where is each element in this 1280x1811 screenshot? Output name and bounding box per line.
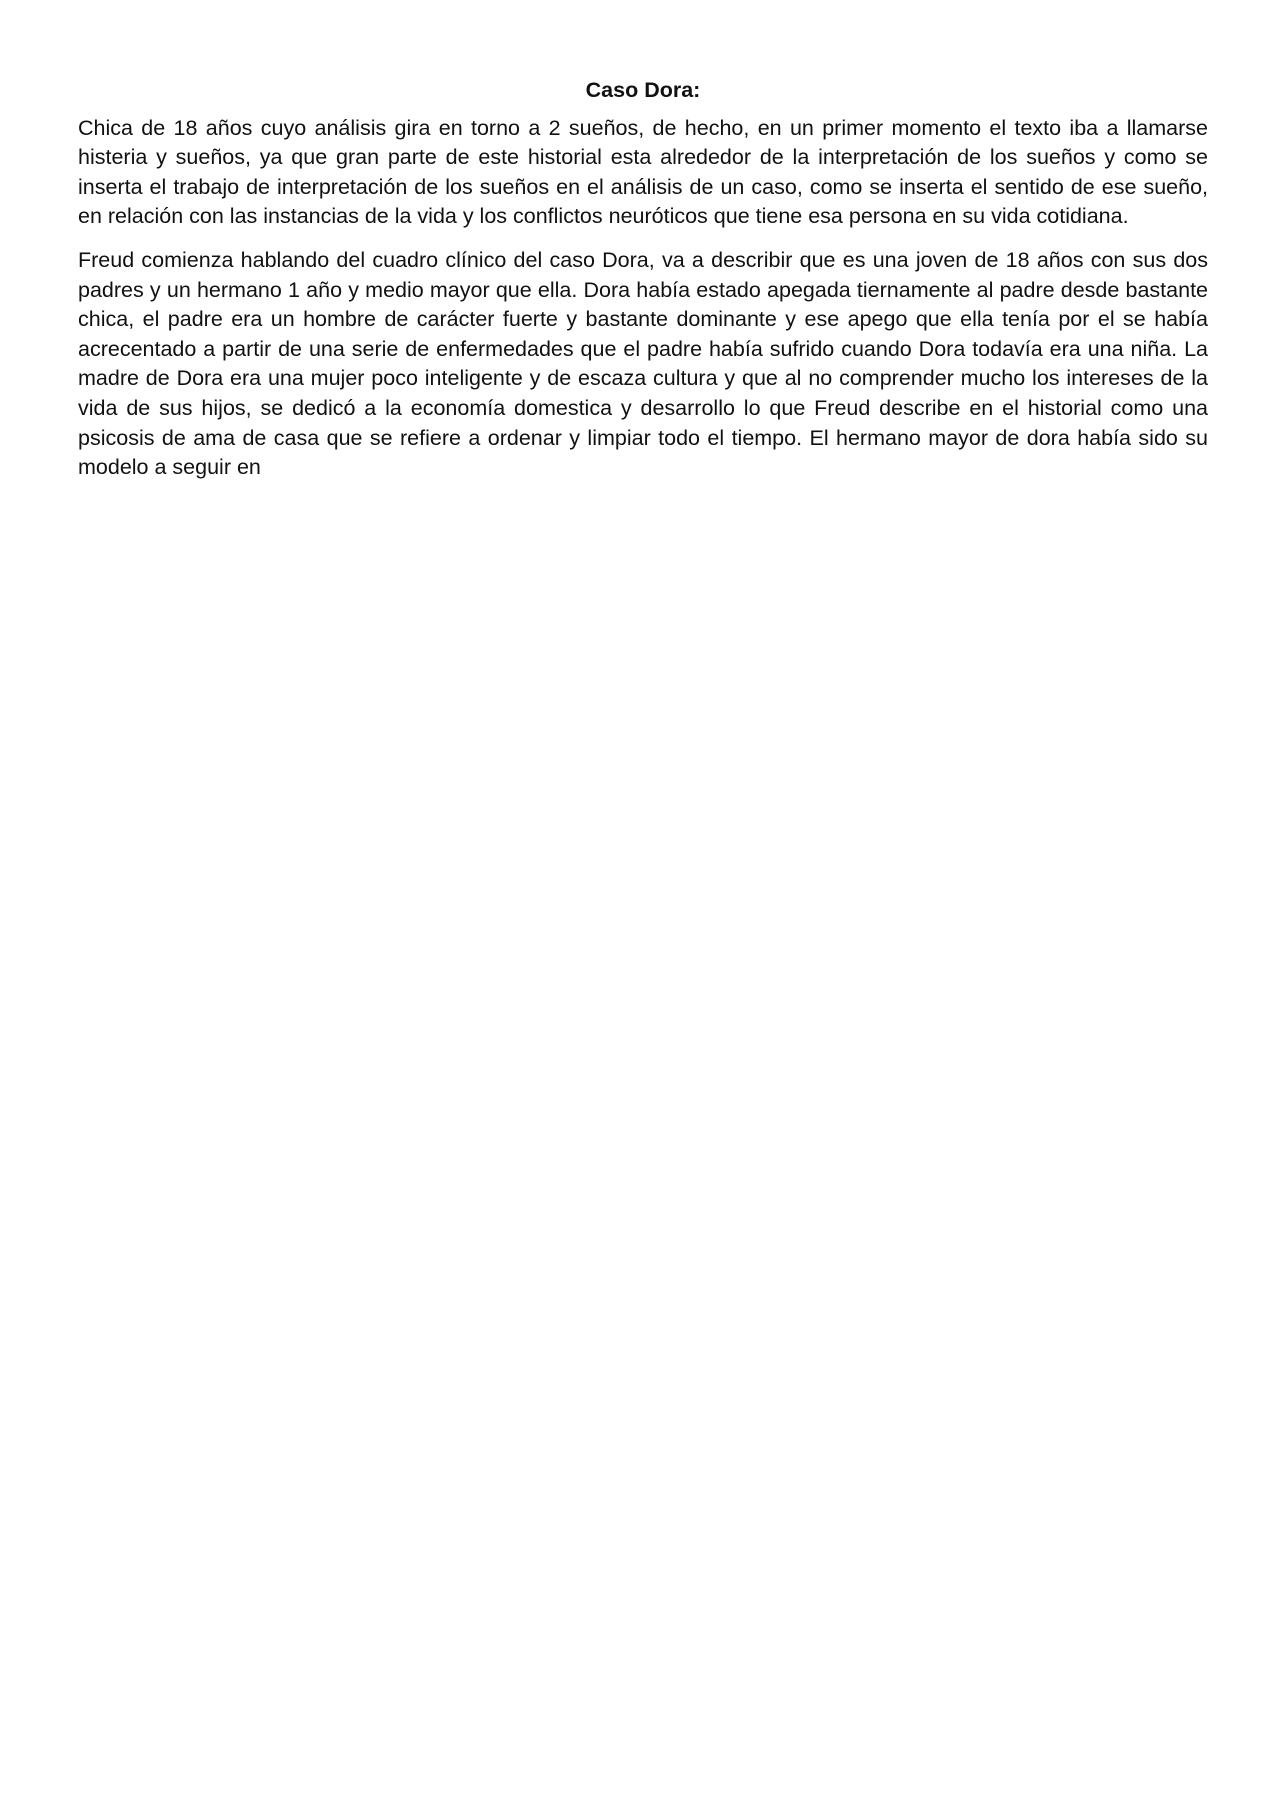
document-content bbox=[78, 76, 1208, 497]
document-title: Caso Dora: bbox=[585, 78, 701, 102]
paragraph-2: Freud comienza hablando del cuadro clínico del caso Dora, va a describir que es una joven de 18 años con sus dos padres y un hermano 1 año y medio mayor que ella. Dora había estado apegada tiernamente al padre desde bastante chica, el padre era un hombre de carácter fuerte y bastante dominante y ese apego que ella tenía por el se había acrecentado a partir de una serie de enfermedades que el padre había sufrido cuando Dora todavía era una niña. La madre de Dora era una mujer poco inteligente y de escaza cultura y que al no comprender mucho los intereses de la vida de sus hijos, se dedicó a la economía domestica y desarrollo lo que Freud describe en el historial como una psicosis de ama de casa que se refiere a ordenar y limpiar todo el tiempo. El hermano mayor de dora había sido su modelo a seguir en bbox=[78, 247, 1208, 480]
paragraph-1: Chica de 18 años cuyo análisis gira en torno a 2 sueños, de hecho, en un primer momento el texto iba a llamarse histeria y sueños, ya que gran parte de este historial esta alrededor de la interpretación de los sueños y como se inserta el trabajo de interpretación de los sueños en el análisis de un caso, como se inserta el sentido de ese sueño, en relación con las instancias de la vida y los conflictos neuróticos que tiene esa persona en su vida cotidiana. bbox=[78, 115, 1208, 229]
